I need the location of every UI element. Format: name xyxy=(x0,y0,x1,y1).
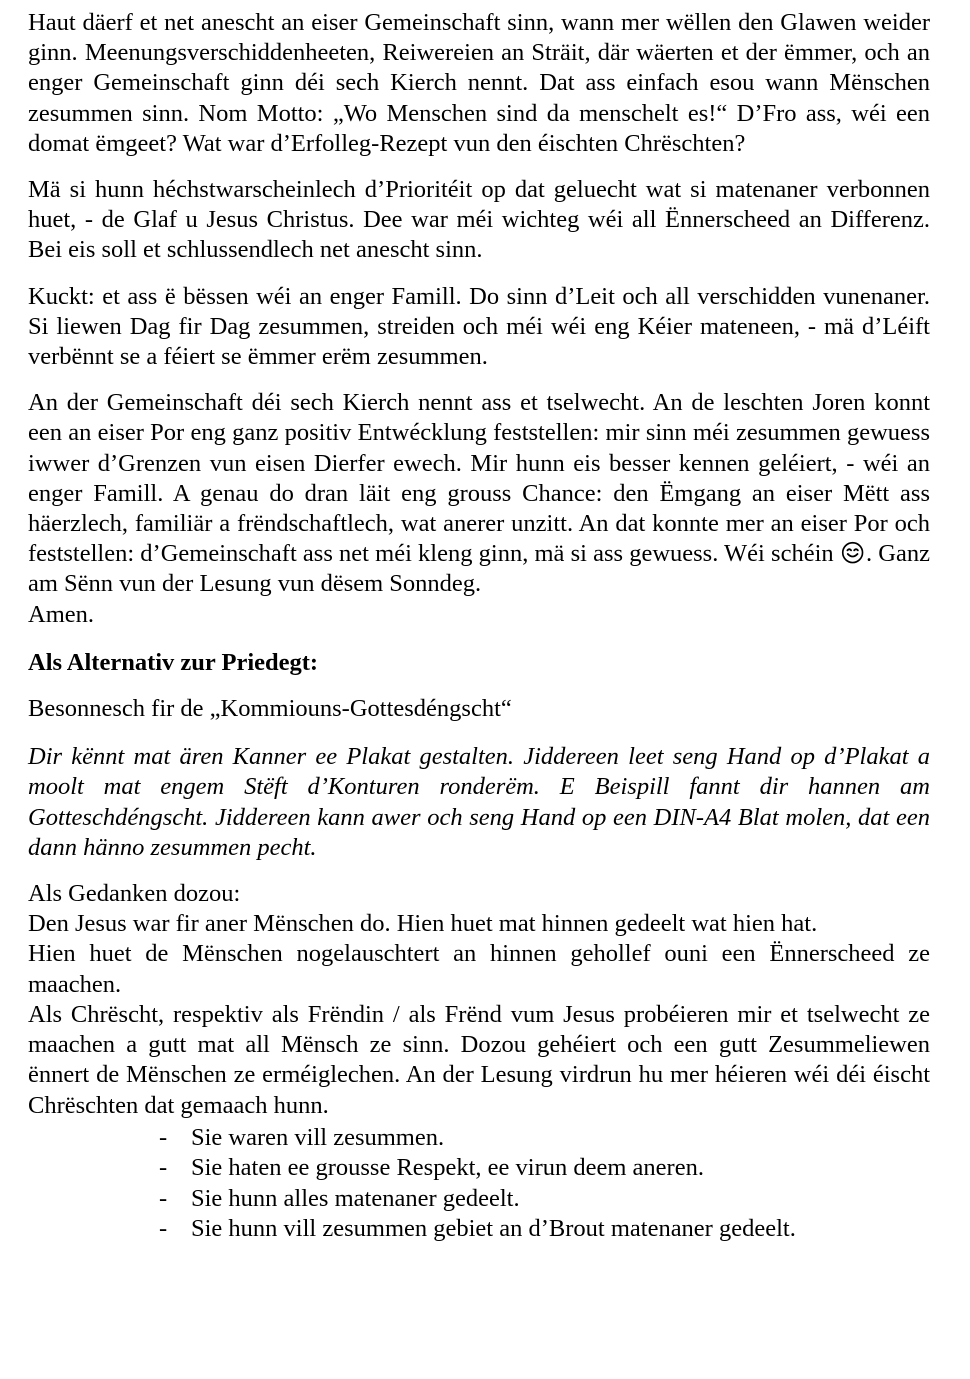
paragraph-4-text-after-smiley: . Ganz am Sënn vun der Lesung vun dësem Sonndeg. xyxy=(28,540,930,598)
paragraph-2: Mä si hunn héchstwarscheinlech d’Prioritéit op dat geluecht wat si matenaner verbonnen huet, - de Glaf u Jesus Christus. Dee war méi wichteg wéi all Ënnerscheed an Differenz. Bei eis soll et schlussendlech net anescht sinn. xyxy=(28,176,930,264)
italic-instructions-paragraph: Dir kënnt mat ären Kanner ee Plakat gestalten. Jiddereen leet seng Hand op d’Plakat a moolt mat engem Stëft d’Konturen ronderëm. E Beispill fannt dir hannen am Gotteschdéngscht. Jiddereen kann awer och seng Hand op een DIN-A4 Blat molen, dat een dann hänno zesummen pecht. xyxy=(28,743,930,861)
subheading-besonnesch: Besonnesch fir de „Kommiouns-Gottesdéngscht“ xyxy=(28,695,512,723)
paragraph-4 xyxy=(28,388,930,599)
thoughts-line-2: Hien huet de Mënschen nogelauschtert an hinnen gehollef ouni een Ënnerscheed ze maachen. xyxy=(28,940,930,998)
list-item-label: Sie hunn alles matenaner gedeelt. xyxy=(191,1184,520,1212)
paragraph-3: Kuckt: et ass ë bëssen wéi an enger Famill. Do sinn d’Leit och all verschidden vunenaner. Si liewen Dag fir Dag zesummen, streiden och méi wéi eng Kéier mateneen, - mä d’Léift verbënnt se a féiert se ëmmer erëm zesummen. xyxy=(28,282,930,371)
list-item xyxy=(28,1123,930,1154)
bullet-list xyxy=(28,1123,930,1245)
paragraph-4-text-before-smiley: An der Gemeinschaft déi sech Kierch nennt ass et tselwecht. An de leschten Joren konnt een an eiser Por eng ganz positiv Entwécklung feststellen: mir sinn méi zesummen gewuess iwwer d’Grenzen vun eisen Dierfer ewech. Mir hunn eis besser kennen geléiert, - wéi an enger Famill. A genau do dran läit eng grouss Chance: den Ëmgang an eiser Mëtt ass häerzlech, familiär a frëndschaftlech, wat anerer unzitt. An dat konnte mer an eiser Por och feststellen: d’Gemeinschaft ass net méi kleng ginn, mä si ass gewuess. Wéi schéin xyxy=(28,389,930,568)
paragraph-1: Haut däerf et net anescht an eiser Gemeinschaft sinn, wann mer wëllen den Glawen weider ginn. Meenungsverschiddenheeten, Reiwereien an Sträit, där wäerten et der ëmmer, och an enger Gemeinschaft ginn déi sech Kierch nennt. Dat ass einfach esou wann Mënschen zesummen sinn. Nom Motto: „Wo Menschen sind da menschelt es!“ D’Fro ass, wéi een domat ëmgeet? Wat war d’Erfolleg-Rezept vun den éischten Chrëschten? xyxy=(28,9,930,157)
list-item-label: Sie hunn vill zesummen gebiet an d’Brout matenaner gedeelt. xyxy=(191,1215,796,1243)
amen-line: Amen. xyxy=(28,600,94,628)
thoughts-line-1: Den Jesus war fir aner Mënschen do. Hien huet mat hinnen gedeelt wat hien hat. xyxy=(28,910,818,938)
smiley-face-icon xyxy=(841,541,864,564)
heading-als-alternativ: Als Alternativ zur Priedegt: xyxy=(28,648,319,676)
list-item-label: Sie haten ee grousse Respekt, ee virun deem aneren. xyxy=(191,1154,704,1182)
dash-marker: - xyxy=(159,1123,168,1151)
list-item xyxy=(28,1153,930,1184)
dash-marker: - xyxy=(159,1184,168,1212)
closing-paragraph: Als Chrëscht, respektiv als Frëndin / als Frënd vum Jesus probéieren mir et tselwecht ze maachen a gutt mat all Mënsch ze sinn. Dozou gehéiert och een gutt Zesummeliewen ënnert de Mënschen ze erméiglechen. An der Lesung virdrun hu mer héieren wéi déi éischt Chrëschten dat gemaach hunn. xyxy=(28,1000,930,1119)
list-item xyxy=(28,1214,930,1245)
dash-marker: - xyxy=(159,1154,168,1182)
dash-marker: - xyxy=(159,1215,168,1243)
list-item-label: Sie waren vill zesummen. xyxy=(191,1123,445,1151)
list-item xyxy=(28,1184,930,1215)
thoughts-label: Als Gedanken dozou: xyxy=(28,880,241,908)
